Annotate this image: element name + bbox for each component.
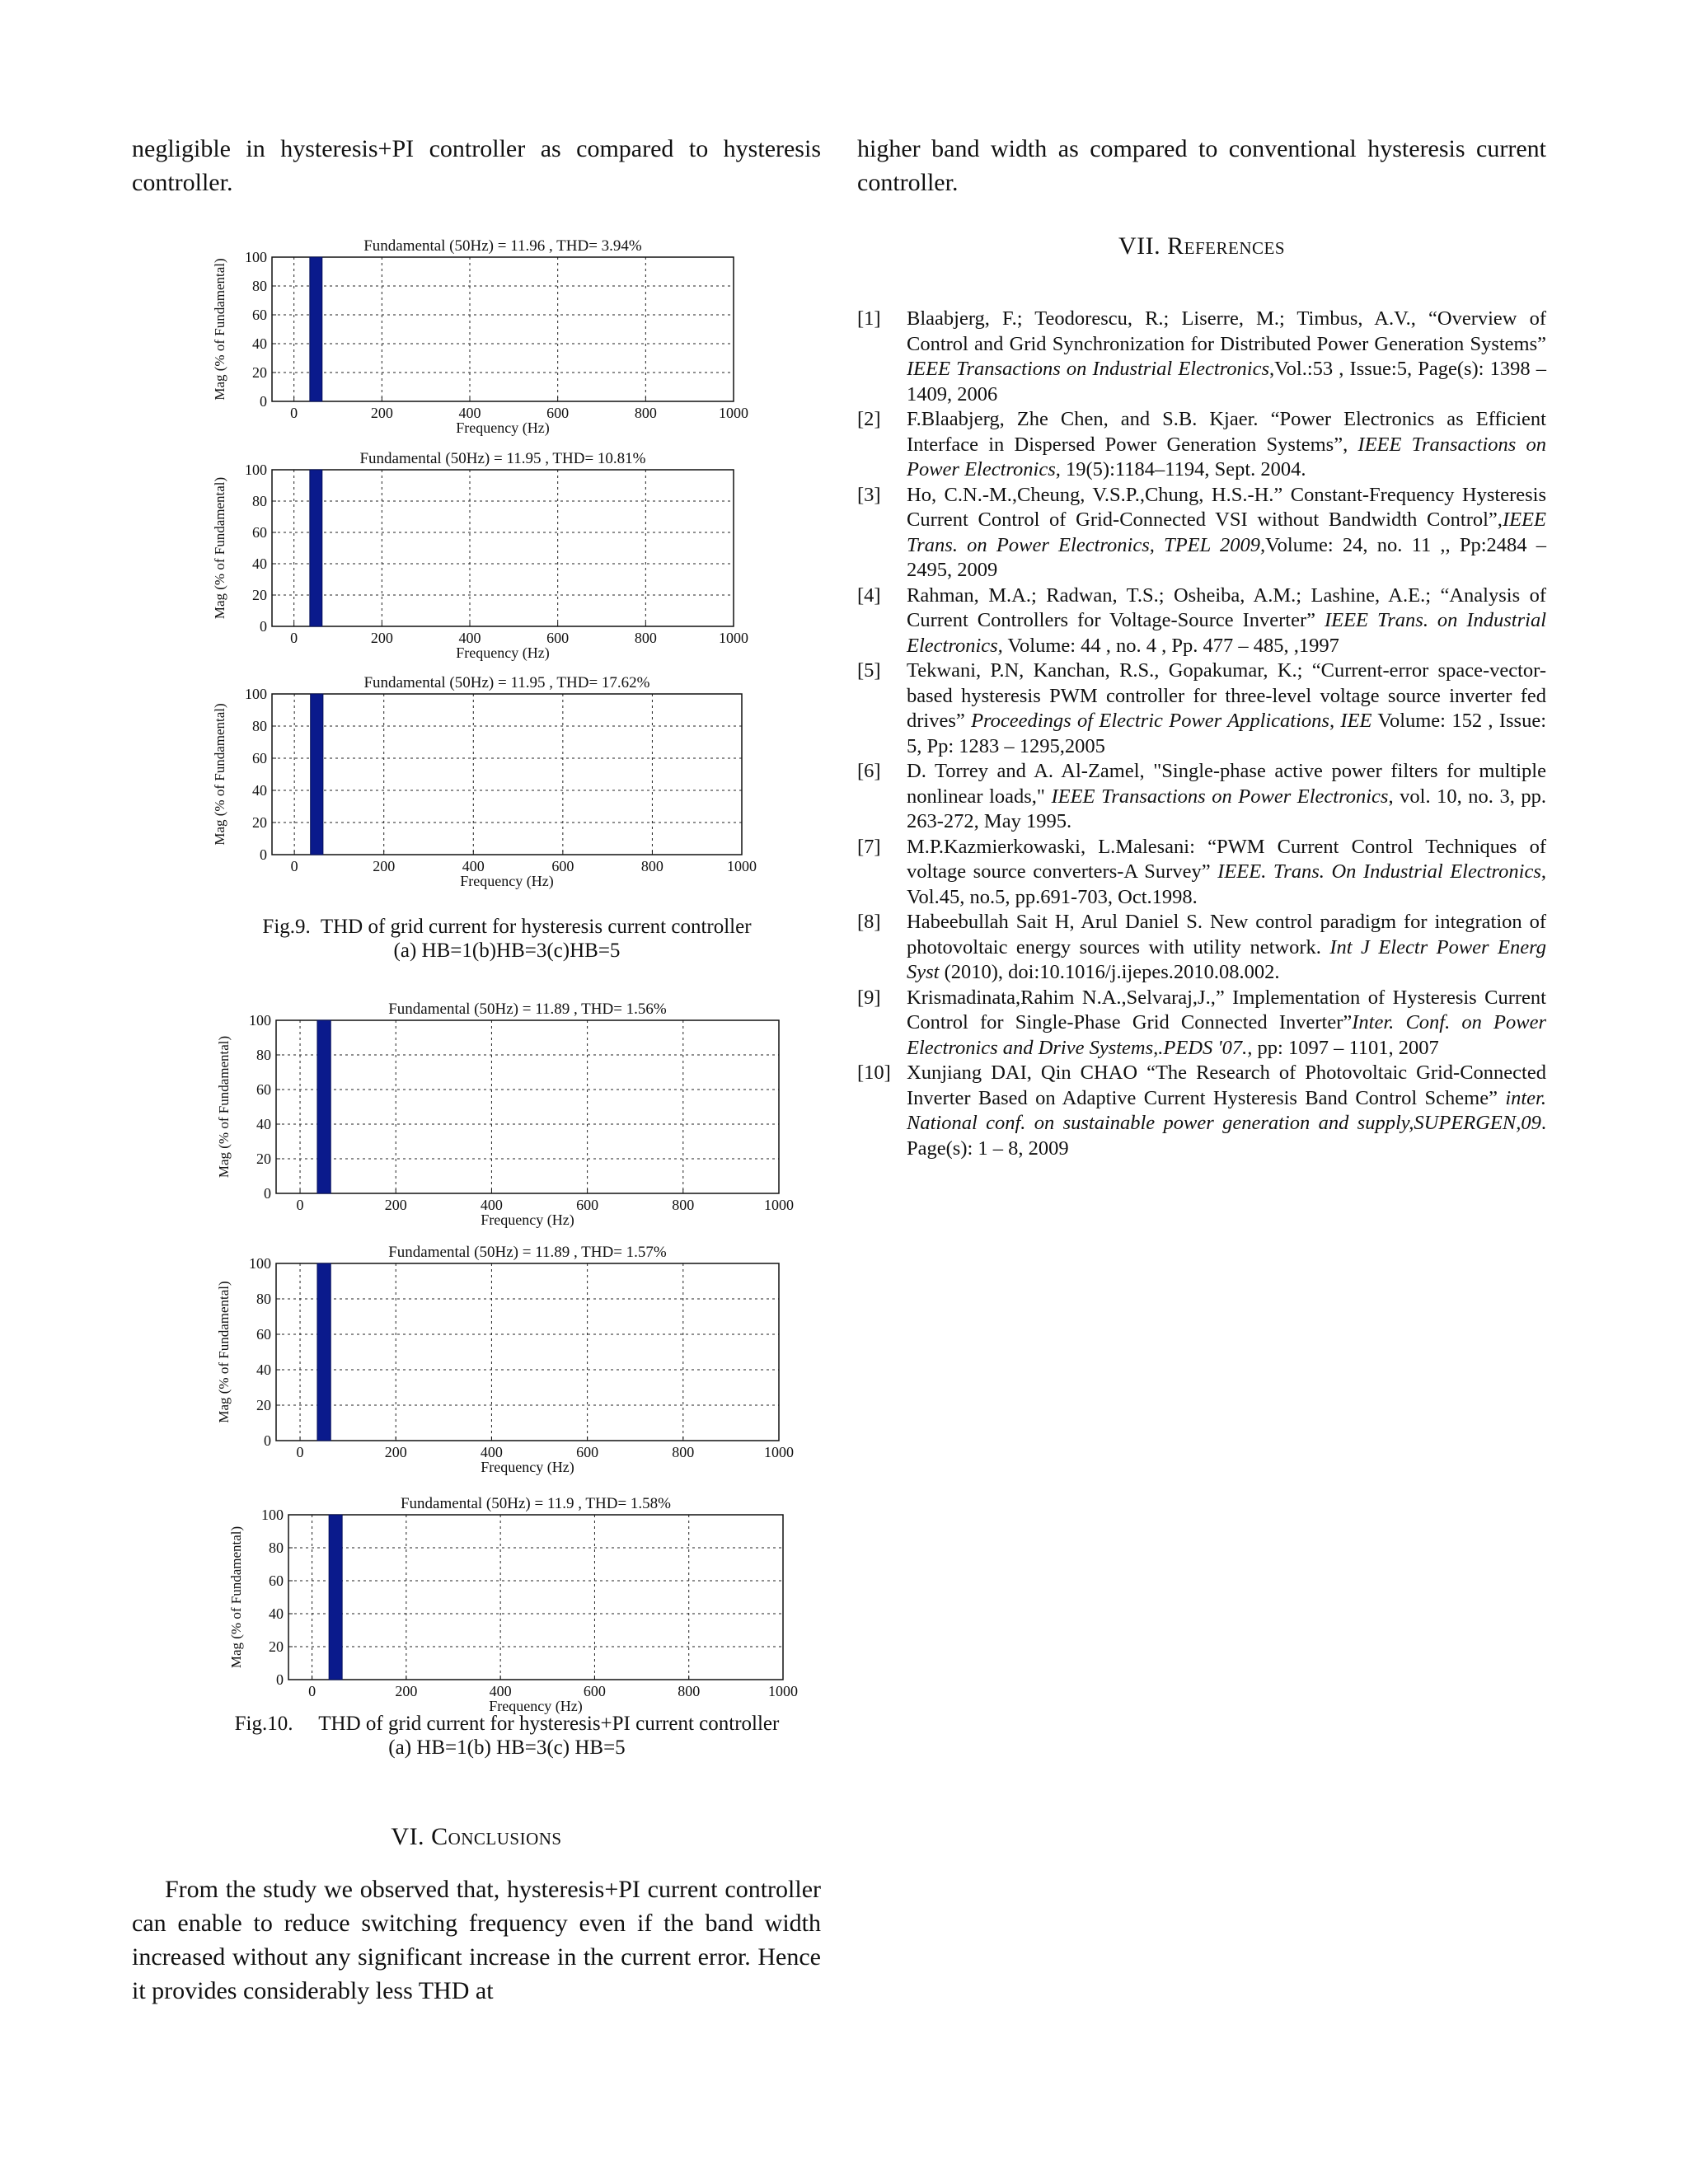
reference-source: Proceedings of Electric Power Applications, IEE xyxy=(971,710,1372,732)
y-tick-label: 80 xyxy=(252,718,267,734)
reference-text xyxy=(907,910,1546,986)
reference-number: [10] xyxy=(857,1062,891,1084)
fig10-plot-c xyxy=(223,1490,799,1717)
conclusions-heading-number: VI. xyxy=(391,1823,425,1850)
left-column-intro xyxy=(132,132,821,199)
x-tick-label: 1000 xyxy=(764,1197,794,1213)
y-tick-label: 100 xyxy=(245,249,267,265)
y-tick-label: 40 xyxy=(269,1605,284,1622)
x-tick-label: 800 xyxy=(672,1444,695,1460)
reference-text-part: . Page(s): 1 – 8, 2009 xyxy=(907,1112,1546,1160)
chart-bar xyxy=(310,470,322,626)
y-tick-label: 100 xyxy=(245,462,267,478)
reference-source: IEEE Transactions on Power Electronics xyxy=(907,433,1547,480)
right-intro-text: higher band width as compared to conventional hysteresis current controller. xyxy=(857,135,1546,196)
reference-text-part: Xunjiang DAI, Qin CHAO “The Research of Photovoltaic Grid-Connected Inverter Based on Adaptive Current Hysteresis Band Control Scheme” xyxy=(907,1062,1546,1109)
chart-bar xyxy=(311,694,323,855)
y-tick-label: 60 xyxy=(256,1326,271,1343)
reference-item xyxy=(857,583,1546,659)
y-tick-label: 0 xyxy=(260,393,267,410)
chart-title: Fundamental (50Hz) = 11.96 , THD= 3.94% xyxy=(363,237,642,255)
x-axis-label: Frequency (Hz) xyxy=(460,873,554,889)
reference-source: IEEE Transactions on Industrial Electronics xyxy=(907,358,1270,380)
chart-title: Fundamental (50Hz) = 11.89 , THD= 1.57% xyxy=(388,1244,667,1261)
plot-frame xyxy=(276,1263,779,1441)
left-intro-text: negligible in hysteresis+PI controller as compared to hysteresis controller. xyxy=(132,135,821,196)
reference-source: inter. National conf. on sustainable power generation and supply,SUPERGEN,09 xyxy=(907,1086,1546,1134)
y-tick-label: 20 xyxy=(256,1397,271,1413)
x-axis-label: Frequency (Hz) xyxy=(456,419,550,436)
conclusions-section xyxy=(132,1823,821,2008)
reference-number: [4] xyxy=(857,583,881,607)
plot-frame xyxy=(288,1515,783,1680)
x-tick-label: 800 xyxy=(678,1683,701,1699)
y-tick-label: 0 xyxy=(264,1432,271,1449)
reference-number: [2] xyxy=(857,408,881,430)
reference-source: Int J Electr Power Energ Syst xyxy=(907,935,1547,983)
reference-item xyxy=(857,759,1546,835)
reference-text-part: Tekwani, P.N, Kanchan, R.S., Gopakumar, K.; “Current-error space-vector-based hysteresis PWM controller for three-level voltage source inverter fed drives” xyxy=(907,659,1546,732)
chart-title: Fundamental (50Hz) = 11.9 , THD= 1.58% xyxy=(400,1495,672,1512)
reference-item xyxy=(857,658,1546,759)
x-tick-label: 400 xyxy=(458,405,481,421)
chart-bar xyxy=(329,1515,342,1680)
x-tick-label: 200 xyxy=(395,1683,418,1699)
reference-text xyxy=(907,986,1546,1062)
y-tick-label: 0 xyxy=(264,1185,271,1202)
y-axis-label: Mag (% of Fundamental) xyxy=(212,258,227,401)
fig9-caption xyxy=(181,915,832,963)
reference-text-part: Volume: 44 , no. 4 , Pp. 477 – 485, ,1997 xyxy=(1002,634,1339,657)
x-tick-label: 200 xyxy=(384,1444,407,1460)
reference-text-part: Ho, C.N.-M.,Cheung, V.S.P.,Chung, H.S.-H.” Constant-Frequency Hysteresis Current Control of Grid-Connected VSI without Bandwidth Control”, xyxy=(907,483,1546,531)
x-tick-label: 400 xyxy=(480,1444,503,1460)
plot-frame xyxy=(272,257,734,401)
x-tick-label: 0 xyxy=(308,1683,316,1699)
reference-item xyxy=(857,1061,1546,1161)
y-tick-label: 20 xyxy=(269,1638,284,1655)
x-tick-label: 1000 xyxy=(719,630,748,646)
x-axis-label: Frequency (Hz) xyxy=(481,1212,574,1228)
x-tick-label: 0 xyxy=(290,405,298,421)
y-tick-label: 80 xyxy=(252,278,267,294)
x-axis-label: Frequency (Hz) xyxy=(481,1459,574,1475)
y-tick-label: 40 xyxy=(256,1116,271,1132)
chart-bar xyxy=(317,1263,331,1441)
x-tick-label: 800 xyxy=(640,858,663,874)
y-tick-label: 80 xyxy=(256,1291,271,1307)
fig9-caption-line1: Fig.9. THD of grid current for hysteresis current controller xyxy=(262,916,752,938)
reference-source: IEEE Trans. on Power Electronics, TPEL 2009, xyxy=(907,509,1546,556)
y-tick-label: 40 xyxy=(252,782,267,799)
plot-frame xyxy=(272,470,734,626)
reference-text-part: Blaabjerg, F.; Teodorescu, R.; Liserre, M.; Timbus, A.V., “Overview of Control and Grid Synchronization for Distributed Power Generation Systems” xyxy=(907,307,1546,355)
references-list xyxy=(857,307,1546,1161)
x-axis-label: Frequency (Hz) xyxy=(489,1698,583,1714)
reference-text-part: , 19(5):1184–1194, Sept. 2004. xyxy=(1055,458,1306,480)
reference-text-part: , vol. 10, no. 3, pp. 263-272, May 1995. xyxy=(907,785,1547,832)
x-tick-label: 1000 xyxy=(727,858,757,874)
reference-text-part: Rahman, M.A.; Radwan, T.S.; Osheiba, A.M.; Lashine, A.E.; “Analysis of Current Controllers for Voltage-Source Inverter” xyxy=(907,583,1546,631)
chart-bar xyxy=(317,1020,331,1193)
reference-number: [9] xyxy=(857,986,881,1009)
reference-item xyxy=(857,307,1546,407)
x-tick-label: 800 xyxy=(634,630,657,646)
y-tick-label: 60 xyxy=(256,1081,271,1098)
references-heading-title: References xyxy=(1167,232,1285,260)
chart-title: Fundamental (50Hz) = 11.89 , THD= 1.56% xyxy=(388,1001,667,1018)
reference-text xyxy=(907,835,1546,911)
reference-source: IEEE Trans. on Industrial Electronics, xyxy=(907,609,1546,657)
y-tick-label: 80 xyxy=(252,493,267,509)
x-axis-label: Frequency (Hz) xyxy=(456,644,550,661)
x-tick-label: 800 xyxy=(634,405,657,421)
x-tick-label: 600 xyxy=(576,1197,599,1213)
y-axis-label: Mag (% of Fundamental) xyxy=(216,1281,232,1423)
x-tick-label: 200 xyxy=(370,405,393,421)
reference-source: IEEE Transactions on Power Electronics xyxy=(1051,785,1389,808)
reference-item xyxy=(857,910,1546,986)
reference-text xyxy=(907,407,1546,483)
reference-text-part: (2010), doi:10.1016/j.ijepes.2010.08.002. xyxy=(939,961,1280,983)
fig10-plot-b xyxy=(210,1239,795,1478)
fig9-plot-a xyxy=(206,232,750,438)
reference-item xyxy=(857,835,1546,911)
x-tick-label: 400 xyxy=(458,630,481,646)
x-tick-label: 0 xyxy=(296,1197,304,1213)
reference-text xyxy=(907,658,1546,759)
fig10-plot-a xyxy=(210,996,795,1230)
y-tick-label: 20 xyxy=(252,587,267,603)
conclusions-text: From the study we observed that, hysteresis+PI current controller can enable to reduce switching frequency even if the band width increased without any significant increase in the current error. Hence it provides considerably less THD at xyxy=(132,1876,821,2004)
reference-text xyxy=(907,307,1546,407)
reference-number: [7] xyxy=(857,835,881,858)
reference-number: [1] xyxy=(857,307,881,330)
y-axis-label: Mag (% of Fundamental) xyxy=(212,703,227,846)
reference-text-part: Volume: 152 , Issue: 5, Pp: 1283 – 1295,2005 xyxy=(907,710,1547,757)
reference-number: [8] xyxy=(857,911,881,933)
x-tick-label: 400 xyxy=(480,1197,503,1213)
fig9-plot-b xyxy=(206,445,750,663)
plot-frame xyxy=(276,1020,779,1193)
references-section-heading xyxy=(857,232,1546,260)
right-column-intro xyxy=(857,132,1546,199)
y-tick-label: 80 xyxy=(269,1540,284,1556)
fig10-caption-line2: (a) HB=1(b) HB=3(c) HB=5 xyxy=(388,1736,626,1759)
reference-text-part: pp: 1097 – 1101, 2007 xyxy=(1252,1036,1439,1059)
x-tick-label: 600 xyxy=(546,405,570,421)
references-heading xyxy=(857,232,1546,260)
chart-title: Fundamental (50Hz) = 11.95 , THD= 17.62% xyxy=(363,674,650,691)
y-tick-label: 20 xyxy=(256,1151,271,1167)
reference-text-part: Volume: 24, no. 11 ,, Pp:2484 – 2495, 2009 xyxy=(907,533,1546,581)
x-tick-label: 0 xyxy=(290,630,298,646)
reference-source: Inter. Conf. on Power Electronics and Drive Systems,.PEDS '07., xyxy=(907,1011,1546,1059)
reference-item xyxy=(857,986,1546,1062)
chart-bar xyxy=(310,257,322,401)
reference-text-part: Krismadinata,Rahim N.A.,Selvaraj,J.,” Implementation of Hysteresis Current Control for Single-Phase Grid Connected Inverter” xyxy=(907,986,1546,1033)
reference-text xyxy=(907,1061,1546,1161)
reference-text-part: ,Vol.:53 , Issue:5, Page(s): 1398 – 1409, 2006 xyxy=(907,358,1546,405)
x-tick-label: 600 xyxy=(583,1683,606,1699)
x-tick-label: 1000 xyxy=(719,405,748,421)
y-axis-label: Mag (% of Fundamental) xyxy=(212,476,227,620)
y-tick-label: 40 xyxy=(256,1361,271,1378)
x-tick-label: 0 xyxy=(290,858,298,874)
reference-item xyxy=(857,407,1546,483)
x-tick-label: 200 xyxy=(370,630,393,646)
x-tick-label: 0 xyxy=(296,1444,304,1460)
references-heading-number: VII. xyxy=(1118,232,1161,260)
y-tick-label: 100 xyxy=(261,1507,284,1523)
reference-source: IEEE. Trans. On Industrial Electronics xyxy=(1217,860,1541,883)
reference-text-part: M.P.Kazmierkowaski, L.Malesani: “PWM Current Control Techniques of voltage source converters-A Survey” xyxy=(907,835,1546,883)
fig9-plot-c xyxy=(206,669,758,892)
x-tick-label: 200 xyxy=(384,1197,407,1213)
y-tick-label: 0 xyxy=(260,618,267,635)
x-tick-label: 400 xyxy=(462,858,485,874)
y-tick-label: 0 xyxy=(276,1671,284,1688)
reference-text xyxy=(907,759,1546,835)
conclusions-heading-title: Conclusions xyxy=(431,1823,562,1850)
y-tick-label: 80 xyxy=(256,1047,271,1063)
y-tick-label: 40 xyxy=(252,555,267,572)
y-axis-label: Mag (% of Fundamental) xyxy=(228,1526,244,1669)
fig9-caption-line2: (a) HB=1(b)HB=3(c)HB=5 xyxy=(393,940,621,962)
y-tick-label: 60 xyxy=(252,524,267,541)
reference-text-part: F.Blaabjerg, Zhe Chen, and S.B. Kjaer. “Power Electronics as Efficient Interface in Dispersed Power Generation Systems”, xyxy=(907,408,1546,456)
x-tick-label: 800 xyxy=(672,1197,695,1213)
fig10-caption xyxy=(181,1712,832,1760)
reference-text xyxy=(907,483,1546,583)
reference-number: [3] xyxy=(857,483,881,506)
y-tick-label: 60 xyxy=(269,1572,284,1589)
reference-number: [6] xyxy=(857,760,881,782)
chart-title: Fundamental (50Hz) = 11.95 , THD= 10.81% xyxy=(359,450,646,467)
reference-item xyxy=(857,483,1546,583)
x-tick-label: 200 xyxy=(373,858,396,874)
y-tick-label: 100 xyxy=(249,1012,271,1029)
y-tick-label: 100 xyxy=(249,1255,271,1272)
fig10-caption-line1: Fig.10. THD of grid current for hysteresis+PI current controller xyxy=(234,1713,780,1735)
reference-text-part: D. Torrey and A. Al-Zamel, "Single-phase active power filters for multiple nonlinear loads," xyxy=(907,760,1546,808)
y-tick-label: 60 xyxy=(252,750,267,766)
y-tick-label: 20 xyxy=(252,814,267,831)
reference-text-part: , Vol.45, no.5, pp.691-703, Oct.1998. xyxy=(907,860,1546,908)
plot-frame xyxy=(272,694,742,855)
x-tick-label: 600 xyxy=(546,630,570,646)
x-tick-label: 600 xyxy=(551,858,574,874)
x-tick-label: 600 xyxy=(576,1444,599,1460)
reference-number: [5] xyxy=(857,659,881,682)
x-tick-label: 1000 xyxy=(768,1683,798,1699)
y-tick-label: 100 xyxy=(245,686,267,702)
y-tick-label: 20 xyxy=(252,364,267,381)
conclusions-heading xyxy=(132,1823,821,1851)
y-tick-label: 0 xyxy=(260,846,267,863)
y-tick-label: 40 xyxy=(252,335,267,352)
x-tick-label: 400 xyxy=(489,1683,512,1699)
reference-text xyxy=(907,583,1546,659)
x-tick-label: 1000 xyxy=(764,1444,794,1460)
y-axis-label: Mag (% of Fundamental) xyxy=(216,1035,232,1179)
reference-text-part: Habeebullah Sait H, Arul Daniel S. New control paradigm for integration of photovoltaic energy sources with utility network. xyxy=(907,911,1546,958)
y-tick-label: 60 xyxy=(252,307,267,323)
